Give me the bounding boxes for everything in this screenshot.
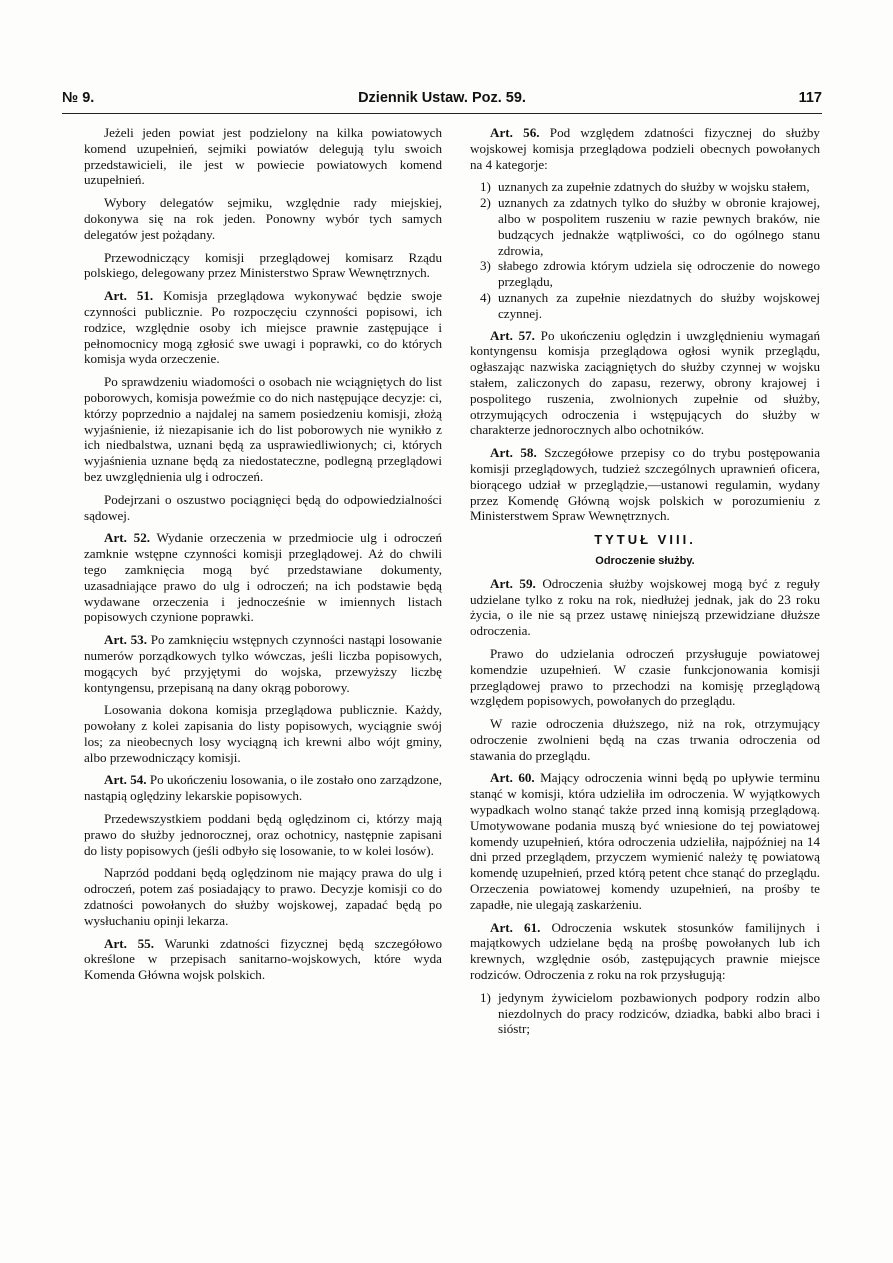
article-text: Po ukończeniu losowania, o ile zostało ono zarządzone, nastąpią oględziny lekarskie popisowych. bbox=[84, 772, 442, 804]
list-item bbox=[470, 990, 820, 1037]
list-item bbox=[470, 258, 820, 290]
article-51 bbox=[84, 288, 442, 367]
list-item bbox=[470, 179, 820, 195]
article-label: Art. 53. bbox=[104, 632, 147, 648]
paragraph: Przedewszystkiem poddani będą oględzinom ci, którzy mają prawo do służby jednorocznej, oraz ochotnicy, następnie zapisani do listy popisowych (jeśli odbyło się losowanie, to w kolei losów). bbox=[84, 811, 442, 858]
paragraph: Wybory delegatów sejmiku, względnie rady miejskiej, dokonywa się na rok jeden. Ponowny wybór tych samych delegatów jest pożądany. bbox=[84, 195, 442, 242]
list-number: 2) bbox=[480, 195, 491, 211]
header-rule bbox=[62, 113, 822, 114]
article-text: Komisja przeglądowa wykonywać będzie swoje czynności publicznie. Po rozpoczęciu czynności popisowi, ich rodzice, względnie osoby ich miejsce prawnie zastępujące i pełnomocnicy mogą zgłosić swe uwagi i poprawki, co do których komisja wyda orzeczenie. bbox=[84, 288, 442, 367]
list-text: uznanych za zdatnych tylko do służby w obronie krajowej, albo w pospolitem ruszeniu w razie pewnych braków, nie budzących jednakże wątpliwości, co do ogólnego stanu zdrowia, bbox=[498, 195, 820, 258]
left-column bbox=[84, 125, 442, 990]
paragraph: Podejrzani o oszustwo pociągnięci będą do odpowiedzialności sądowej. bbox=[84, 491, 442, 523]
list-number: 3) bbox=[480, 258, 491, 274]
issue-number: № 9. bbox=[62, 90, 95, 106]
article-label: Art. 59. bbox=[490, 575, 536, 591]
list-text: jedynym żywicielom pozbawionych podpory rodzin albo niezdolnych do pracy rodziców, dziadka, babki albo braci i sióstr; bbox=[498, 989, 820, 1037]
article-61 bbox=[470, 920, 820, 983]
list-number: 1) bbox=[480, 179, 491, 195]
article-56 bbox=[470, 125, 820, 172]
article-text: Pod względem zdatności fizycznej do służby wojskowej komisja przeglądowa podzieli obecnych powołanych na 4 kategorje: bbox=[470, 125, 820, 172]
article-label: Art. 54. bbox=[104, 772, 147, 788]
article-55 bbox=[84, 936, 442, 983]
article-text: Szczegółowe przepisy co do trybu postępowania komisji przeglądowych, tudzież szczególnych uprawnień oficera, biorącego udział w przeglądzie,—ustanowi regulamin, wydany przez Komendę Główną wojsk polskich w porozumieniu z Ministerstwem Spraw Wewnętrznych. bbox=[470, 445, 821, 524]
section-subtitle: Odroczenie służby. bbox=[595, 554, 695, 567]
section-title: TYTUŁ VIII. bbox=[594, 532, 696, 548]
article-label: Art. 57. bbox=[490, 327, 535, 343]
list-number: 4) bbox=[480, 289, 491, 305]
paragraph: W razie odroczenia dłuższego, niż na rok, otrzymujący odroczenie zwolnieni będą na czas trwania odroczenia od stawania do przeglądu. bbox=[470, 716, 820, 763]
journal-title: Dziennik Ustaw. Poz. 59. bbox=[358, 90, 526, 106]
article-label: Art. 55. bbox=[104, 935, 155, 951]
article-58 bbox=[470, 445, 820, 524]
list-item bbox=[470, 195, 820, 258]
article-label: Art. 56. bbox=[490, 125, 540, 140]
article-53 bbox=[84, 632, 442, 695]
list-text: uznanych za zupełnie zdatnych do służby w wojsku stałem, bbox=[498, 179, 810, 195]
article-label: Art. 52. bbox=[104, 530, 151, 546]
list-text: słabego zdrowia którym udziela się odroczenie do nowego przeglądu, bbox=[498, 258, 820, 290]
paragraph: Przewodniczący komisji przeglądowej komisarz Rządu polskiego, delegowany przez Ministerstwo Spraw Wewnętrznych. bbox=[84, 249, 442, 281]
paragraph: Naprzód poddani będą oględzinom nie mający prawa do ulg i odroczeń, potem zaś posiadający to prawo. Decyzje komisji co do zdatności powołanych do służby wojskowej, zapadać będą po wysłuchaniu opinji lekarza. bbox=[84, 865, 442, 928]
right-column bbox=[470, 125, 820, 1043]
article-text: Mający odroczenia winni będą po upływie terminu stanąć w komisji, która udzieliła im odroczenia. W wyjątkowych wypadkach wolno stanąć także przed inną komisją przeglądową. Umotywowane podania muszą być wniesione do tej powiatowej komendy uzupełnień, która odroczenia udzieliła, najpóźniej na 14 dni przed przeglądem, przyczem wymienić należy tę powiatową komendę uzupełnień, przed którą petent chce stanąć do przeglądu. Orzeczenia powiatowej komendy uzupełnień, na prośby te zapadłe, nie ulegają zaskarżeniu. bbox=[470, 770, 820, 912]
deferment-list bbox=[470, 990, 820, 1037]
article-54 bbox=[84, 772, 442, 804]
article-text: Odroczenia służby wojskowej mogą być z reguły udzielane tylko z roku na rok, niedłużej jednak, jak do 23 roku życia, o ile nie są przez ustawę niniejszą przewidziane dłuższe odroczenia. bbox=[470, 575, 820, 639]
paragraph: Po sprawdzeniu wiadomości o osobach nie wciągniętych do list poborowych, komisja poweźmie co do nich następujące decyzje: ci, którzy poprzednio a najdalej na samem posiedzeniu komisji, złożą wyjaśnienie, iż niezapisanie ich do list poborowych nie wynikło z ich niedbalstwa, uznani będą za usprawiedliwionych; ci, których wyjaśnienia uznane będą za niedostateczne, podlegną przeglądowi bez uwzględnienia ulg i odroczeń. bbox=[84, 374, 442, 484]
article-57 bbox=[470, 328, 820, 439]
paragraph: Losowania dokona komisja przeglądowa publicznie. Każdy, powołany z kolei zapisania do listy popisowych, wyciągnie swój los; za nieobecnych losy wyciągną ich krewni albo wójt gminy, albo przewodniczący komisji. bbox=[84, 702, 442, 765]
paragraph: Jeżeli jeden powiat jest podzielony na kilka powiatowych komend uzupełnień, sejmiki powiatów delegują tylu swoich przedstawicieli, ile jest w powiecie powiatowych komend uzupełnień. bbox=[84, 125, 442, 188]
article-label: Art. 51. bbox=[104, 288, 154, 304]
article-text: Odroczenia wskutek stosunków familijnych i majątkowych udzielane będą na prośbę powołanych lub ich krewnych, względnie osób, zastępujących prawnie miejsce rodziców. Odroczenia z roku na rok przysługują: bbox=[470, 919, 820, 983]
article-label: Art. 60. bbox=[490, 770, 535, 786]
list-item bbox=[470, 290, 820, 322]
category-list bbox=[470, 179, 820, 321]
article-label: Art. 61. bbox=[490, 919, 541, 935]
page-number: 117 bbox=[798, 90, 822, 106]
article-59 bbox=[470, 576, 820, 639]
list-number: 1) bbox=[480, 989, 491, 1005]
article-text: Wydanie orzeczenia w przedmiocie ulg i odroczeń zamknie wstępne czynności komisji przeglądowej. Aż do chwili tego zamknięcia mogą być przedstawiane dokumenty, uzasadniające prawo do ulg i odroczeń; na ich podstawie będą wydawane orzeczenia i jednocześnie w imiennych listach popisowych czynione poprawki. bbox=[84, 530, 442, 625]
article-52 bbox=[84, 530, 442, 625]
article-label: Art. 58. bbox=[490, 445, 537, 461]
article-text: Po ukończeniu oględzin i uwzględnieniu wymagań kontyngensu komisja przeglądowa ogłosi wynik przeglądu, ogłaszając nazwiska zaciągniętych do służby czynnej w wojsku stałem, zaliczonych do zapasu, rezerwy, obrony krajowej i pospolitego ruszenia, zwolnionych zupełnie od służby, otrzymujących odroczenia i wstępujących do służby w charakterze jednorocznych albo ochotników. bbox=[470, 327, 821, 438]
article-text: Po zamknięciu wstępnych czynności nastąpi losowanie numerów porządkowych tylko wówczas, jeśli liczba popisowych, mogących być przyjętymi do wojska, przewyższy liczbę kontyngensu, przepisaną na dany okrąg poborowy. bbox=[84, 632, 442, 695]
article-text: Warunki zdatności fizycznej będą szczegółowo określone w przepisach sanitarno-wojskowych, które wyda Komenda Główna wojsk polskich. bbox=[84, 935, 443, 983]
list-text: uznanych za zupełnie niezdatnych do służby wojskowej czynnej. bbox=[498, 289, 820, 321]
article-60 bbox=[470, 770, 820, 912]
page-header bbox=[62, 90, 822, 112]
paragraph: Prawo do udzielania odroczeń przysługuje powiatowej komendzie uzupełnień. W czasie funkcjonowania komisji przeglądowej prawo to przechodzi na komisję przeglądową względem popisowych, powołanych do przeglądu. bbox=[470, 645, 820, 709]
